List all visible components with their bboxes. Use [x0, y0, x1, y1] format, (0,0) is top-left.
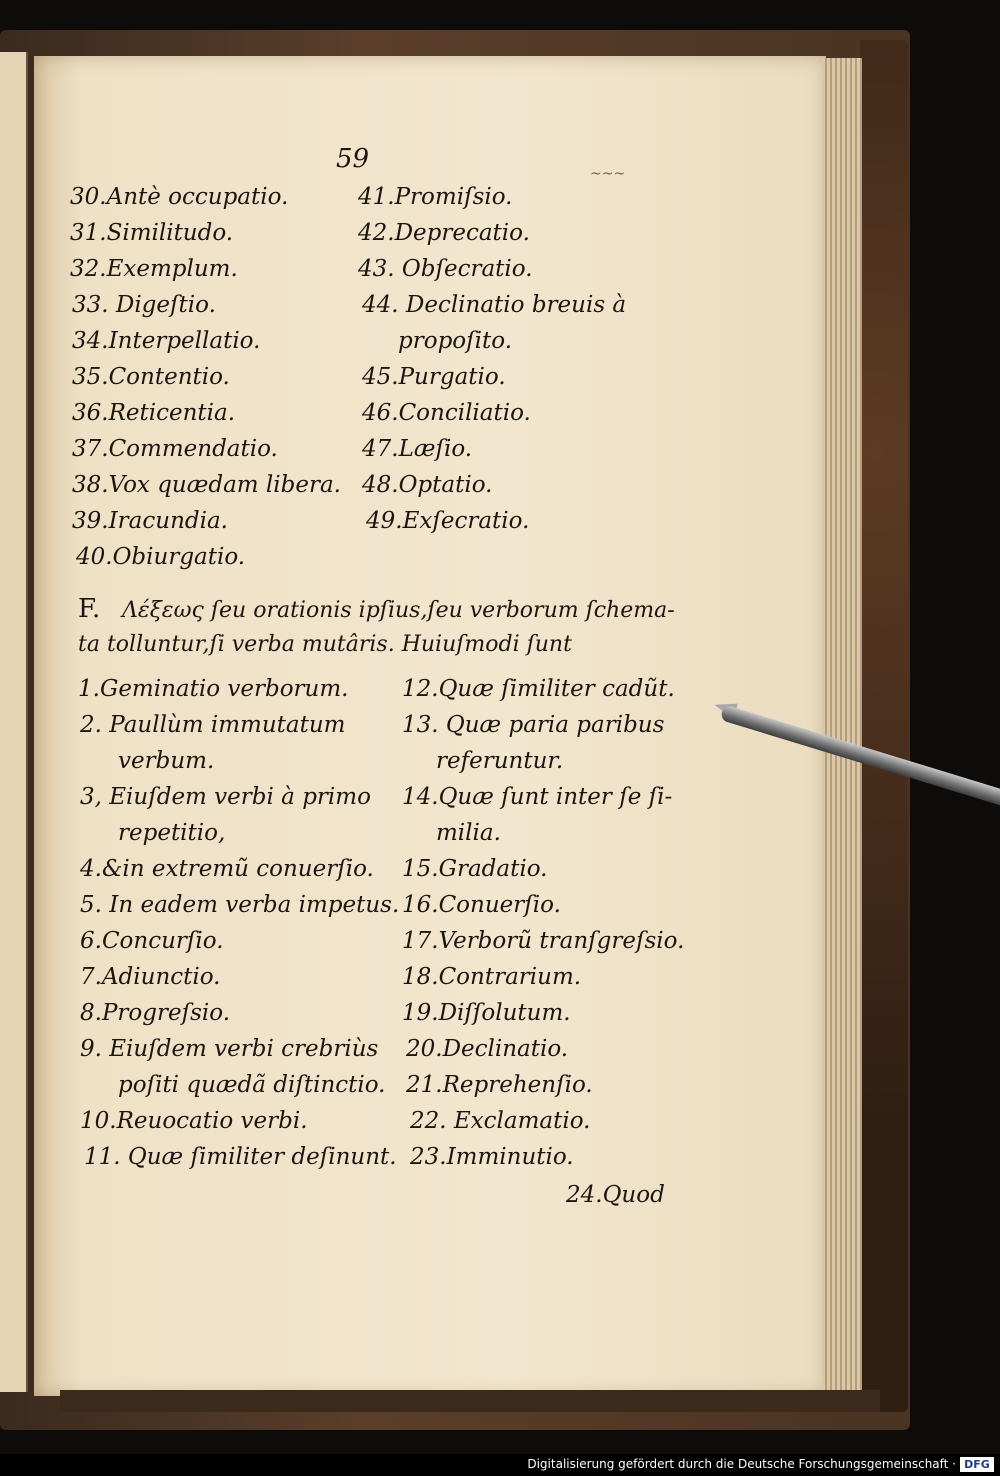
list-item: verbum.	[118, 748, 215, 774]
list-item: 18.Contrarium.	[402, 964, 582, 990]
section-line: Λέξεως ſeu orationis ipſius,ſeu verborum ſchema-	[122, 598, 675, 623]
list-item: 12.Quæ ſimiliter cadũt.	[402, 676, 675, 702]
list-item: 39.Iracundia.	[72, 508, 228, 534]
list-item: 36.Reticentia.	[72, 400, 236, 426]
list-item: 6.Concurſio.	[80, 928, 224, 954]
list-item: 46.Conciliatio.	[362, 400, 531, 426]
list-item: 33. Digeſtio.	[72, 292, 216, 318]
list-item: poſiti quædã diſtinctio.	[118, 1072, 386, 1098]
page-number: 59	[336, 144, 370, 174]
list-item: 5. In eadem verba impetus.	[80, 892, 400, 918]
list-item: 7.Adiunctio.	[80, 964, 221, 990]
list-item: milia.	[436, 820, 501, 846]
list-item: 42.Deprecatio.	[358, 220, 530, 246]
page-edges	[822, 58, 862, 1398]
list-item: 15.Gradatio.	[402, 856, 548, 882]
list-item: 8.Progreſsio.	[80, 1000, 231, 1026]
list-item: 34.Interpellatio.	[72, 328, 261, 354]
book-bottom-edge	[60, 1390, 880, 1412]
list-item: 9. Eiuſdem verbi crebriùs	[80, 1036, 379, 1062]
list-item: 43. Obſecratio.	[358, 256, 533, 282]
list-item: 48.Optatio.	[362, 472, 493, 498]
list-item: 44. Declinatio breuis à	[362, 292, 627, 318]
list-item: 32.Exemplum.	[70, 256, 238, 282]
list-item: 3, Eiuſdem verbi à primo	[80, 784, 371, 810]
list-item: 22. Exclamatio.	[410, 1108, 591, 1134]
list-item: repetitio,	[118, 820, 226, 846]
book-cover	[860, 40, 908, 1412]
margin-scribble: ~~~	[590, 166, 626, 182]
list-item: 4.&in extremũ conuerſio.	[80, 856, 374, 882]
list-item: 40.Obiurgatio.	[76, 544, 246, 570]
list-item: 14.Quæ ſunt inter ſe ſi-	[402, 784, 673, 810]
footer-bar	[0, 1454, 1000, 1476]
list-item: 45.Purgatio.	[362, 364, 506, 390]
list-item: 16.Conuerſio.	[402, 892, 561, 918]
list-item: propoſito.	[398, 328, 513, 354]
footer-credit: Digitalisierung gefördert durch die Deutsche Forschungsgemeinschaft ·	[527, 1457, 956, 1471]
list-item: 47.Læſio.	[362, 436, 473, 462]
left-page-edge	[0, 52, 28, 1392]
list-item: 35.Contentio.	[72, 364, 230, 390]
list-item: 49.Exſecratio.	[366, 508, 530, 534]
dfg-logo: DFG	[960, 1457, 994, 1472]
list-item: 19.Diſſolutum.	[402, 1000, 571, 1026]
list-item: 37.Commendatio.	[72, 436, 278, 462]
section-line: ta tolluntur,ſi verba mutâris. Huiuſmodi ſunt	[78, 632, 572, 657]
list-item: referuntur.	[436, 748, 564, 774]
catchword: 24.Quod	[566, 1182, 665, 1208]
list-item: 20.Declinatio.	[406, 1036, 569, 1062]
list-item: 17.Verborũ tranſgreſsio.	[402, 928, 685, 954]
list-item: 10.Reuocatio verbi.	[80, 1108, 308, 1134]
list-item: 2. Paullùm immutatum	[80, 712, 346, 738]
list-item: 1.Geminatio verborum.	[78, 676, 349, 702]
section-letter: F.	[78, 594, 101, 624]
list-item: 13. Quæ paria paribus	[402, 712, 665, 738]
list-item: 30.Antè occupatio.	[70, 184, 289, 210]
list-item: 21.Reprehenſio.	[406, 1072, 593, 1098]
list-item: 11. Quæ ſimiliter deſinunt.	[84, 1144, 397, 1170]
list-item: 31.Similitudo.	[70, 220, 234, 246]
list-item: 41.Promiſsio.	[358, 184, 513, 210]
list-item: 38.Vox quædam libera.	[72, 472, 341, 498]
list-item: 23.Imminutio.	[410, 1144, 574, 1170]
